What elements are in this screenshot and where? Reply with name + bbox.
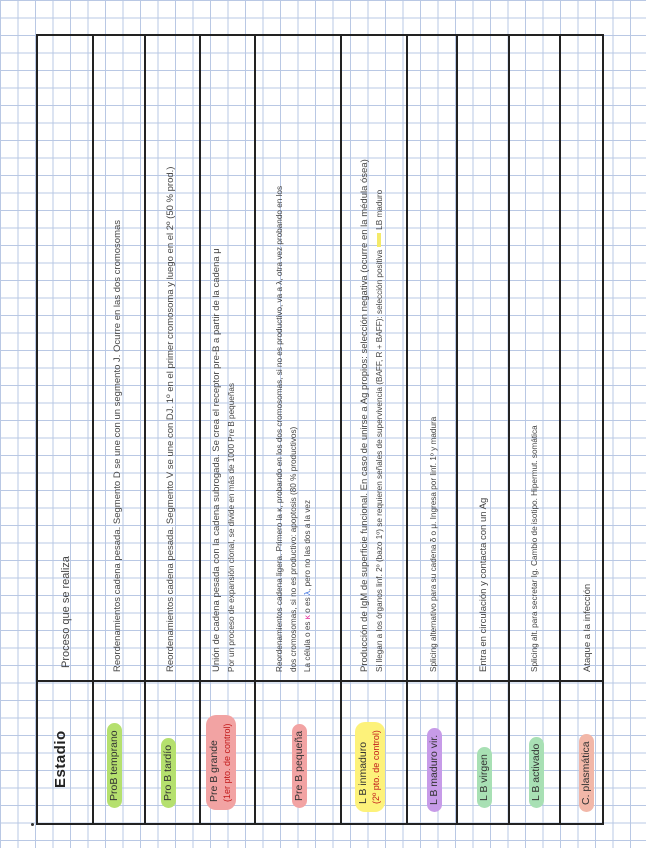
process-header: Proceso que se realiza (60, 556, 72, 668)
stage-label: Pre B grande (1er pto. de control) (206, 715, 236, 810)
stage-label: L B maduro vir. (427, 728, 442, 812)
row-divider (559, 34, 561, 825)
process-text: Reordenamientos cadena ligera. Primero la κ, probando en los dos cromosomas, si no es productivo, va a λ, otra vez probando en los (275, 185, 284, 672)
process-text: La célula o es κ o es λ, pero no las dos a la vez (303, 499, 313, 672)
row-divider (144, 34, 146, 825)
process-text: Si llegan a los órganos linf. 2º (bazo 1º) se requieren señales de supervivencia (BAFF, R + BAFF): selección positivaLB maduro (374, 189, 384, 672)
stage-label: Pro B tardío (161, 738, 176, 808)
row-divider (508, 34, 510, 825)
process-text: Ataque a la infección (582, 583, 593, 672)
process-text: Reordenamientos cadena pesada. Segmento V se une con DJ. 1º en el primer cromosoma y luego en el 2º (50 % prod.) (165, 166, 176, 672)
stage-label: L B activado (529, 737, 544, 808)
stage-label: C. plasmática (579, 734, 594, 812)
pen-dot (31, 823, 34, 826)
process-text: Por un proceso de expansión clonal, se divide en más de 1000 Pre B pequeñas (226, 382, 236, 672)
stage-label: L B inmaduro (2º pto. de control) (355, 722, 385, 812)
stage-label: L B virgen (477, 747, 492, 808)
stage-header: Estadio (52, 730, 69, 788)
row-divider (340, 34, 342, 825)
header-divider (36, 680, 604, 682)
process-text: Unión de cadena pesada con la cadena subrogada. Se crea el receptor pre-B a partir de la cadena μ (211, 248, 222, 672)
row-divider (456, 34, 458, 825)
stage-label: ProB temprano (107, 723, 122, 808)
process-text: Reordenamientos cadena pesada. Segmento D se une con un segmento J. Ocurre en las dos cromosomas (112, 219, 123, 672)
row-divider (199, 34, 201, 825)
stage-note: (1er pto. de control) (222, 723, 233, 802)
row-divider (92, 34, 94, 825)
yellow-highlight-mark (377, 233, 381, 247)
row-divider (254, 34, 256, 825)
process-text: Entra en circulación y contacta con un Ag (478, 497, 489, 672)
process-text: dos cromosomas, si no es productivo: apoptosis (80 % productivos) (289, 426, 299, 672)
row-divider (406, 34, 408, 825)
process-text: Producción de IgM de superficie funcional. En caso de unirse a Ag propios: selección negativa (ocurre en la médula ósea) (359, 159, 370, 672)
stage-label: Pre B pequeña (292, 724, 307, 808)
process-text: Splicing alternativo para su cadena δ o μ. Ingresa por linf. 1º y madura (429, 416, 438, 672)
process-text: Splicing alt. para secretar Ig. Cambio de isotipo. Hipermut. somática (530, 425, 539, 672)
stage-note: (2º pto. de control) (371, 730, 382, 804)
